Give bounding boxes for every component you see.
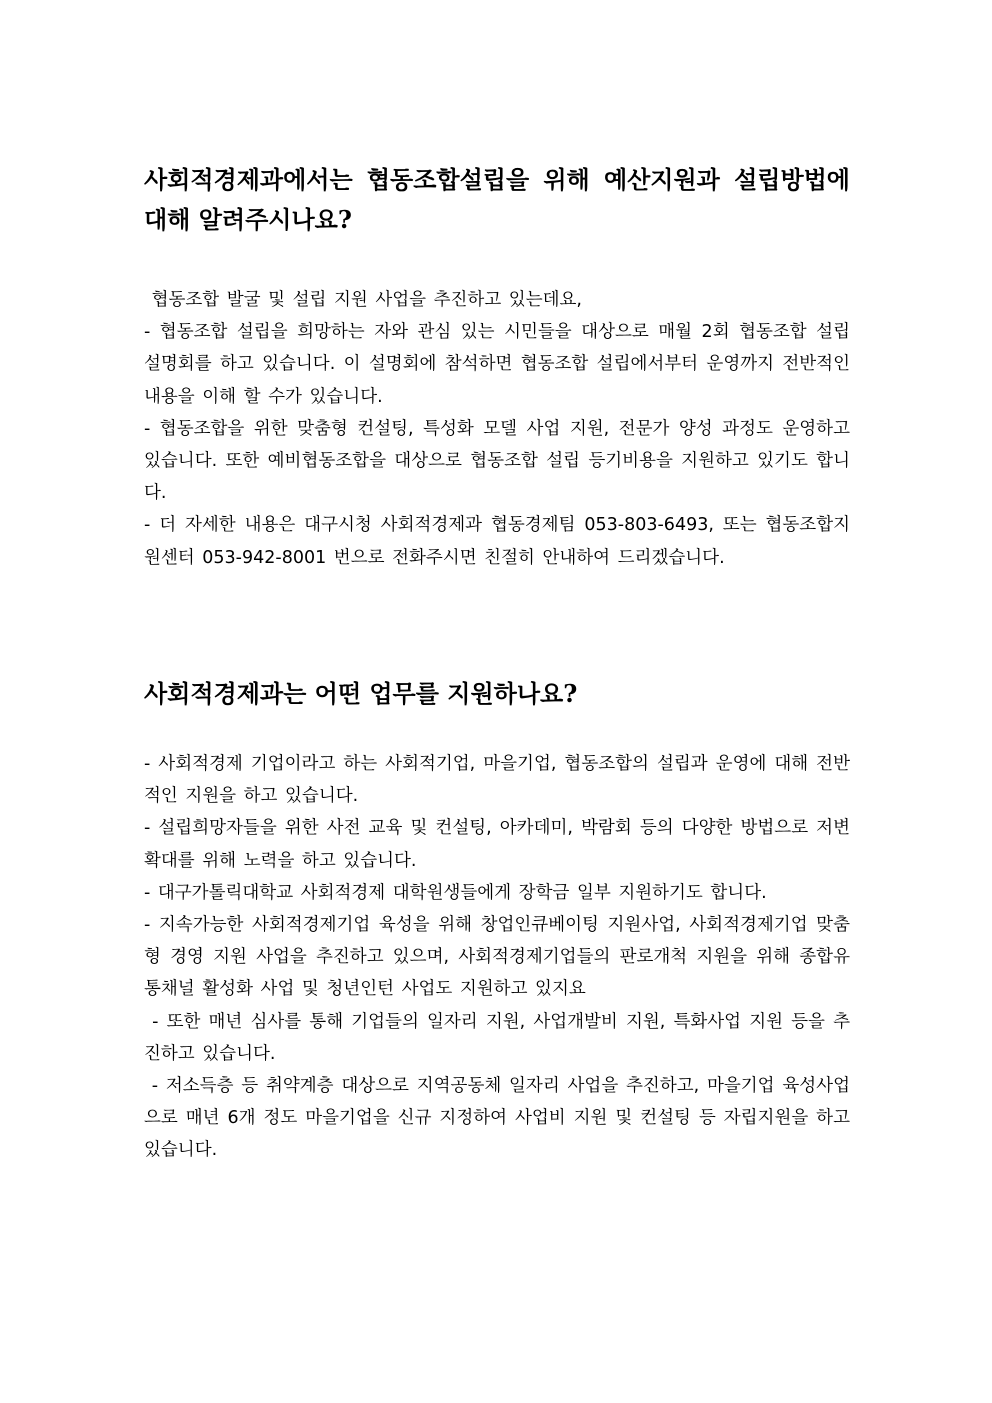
section-heading: 사회적경제과는 어떤 업무를 지원하나요? bbox=[144, 679, 578, 708]
paragraph-incubating: - 지속가능한 사회적경제기업 육성을 위해 창업인큐베이팅 지원사업, 사회적경제기업 맞춤형 경영 지원 사업을 추진하고 있으며, 사회적경제기업들의 판로개척 지원을 위해 종합유통채널 활성화 사업 및 청년인턴 사업도 지원하고 있지요 bbox=[144, 915, 850, 1000]
paragraph-community-jobs: - 저소득층 등 취약계층 대상으로 지역공동체 일자리 사업을 추진하고, 마을기업 육성사업으로 매년 6개 정도 마을기업을 신규 지정하여 사업비 지원 및 컨설팅 등 자립지원을 하고 있습니다. bbox=[144, 1076, 858, 1161]
paragraph-briefing: - 협동조합 설립을 희망하는 자와 관심 있는 시민들을 대상으로 매월 2회 협동조합 설립 설명회를 하고 있습니다. 이 설명회에 참석하면 협동조합 설립에서부터 운영까지 전반적인 내용을 이해 할 수가 있습니다. bbox=[144, 322, 850, 407]
paragraph-intro: 협동조합 발굴 및 설립 지원 사업을 추진하고 있는데요, bbox=[144, 290, 582, 310]
section-body bbox=[144, 748, 858, 1167]
section-body bbox=[144, 284, 850, 574]
paragraph-contact: - 더 자세한 내용은 대구시청 사회적경제과 협동경제팀 053-803-6493, 또는 협동조합지원센터 053-942-8001 번으로 전화주시면 친절히 안내하여 드리겠습니다. bbox=[144, 515, 850, 568]
section-heading: 사회적경제과에서는 협동조합설립을 위해 예산지원과 설립방법에 대해 알려주시나요? bbox=[144, 165, 850, 234]
paragraph-annual-review: - 또한 매년 심사를 통해 기업들의 일자리 지원, 사업개발비 지원, 특화사업 지원 등을 추진하고 있습니다. bbox=[144, 1011, 850, 1064]
paragraph-scholarship: - 대구가톨릭대학교 사회적경제 대학원생들에게 장학금 일부 지원하기도 합니다. bbox=[144, 882, 767, 903]
paragraph-consulting: - 협동조합을 위한 맞춤형 컨설팅, 특성화 모델 사업 지원, 전문가 양성 과정도 운영하고 있습니다. 또한 예비협동조합을 대상으로 협동조합 설립 등기비용을 지원하고 있기도 합니다. bbox=[144, 418, 850, 504]
paragraph-education: - 설립희망자들을 위한 사전 교육 및 컨설팅, 아카데미, 박람회 등의 다양한 방법으로 저변확대를 위해 노력을 하고 있습니다. bbox=[144, 818, 850, 871]
paragraph-overview: - 사회적경제 기업이라고 하는 사회적기업, 마을기업, 협동조합의 설립과 운영에 대해 전반적인 지원을 하고 있습니다. bbox=[144, 754, 850, 807]
faq-section-cooperative-support bbox=[144, 160, 850, 574]
faq-section-department-duties bbox=[144, 674, 858, 1167]
